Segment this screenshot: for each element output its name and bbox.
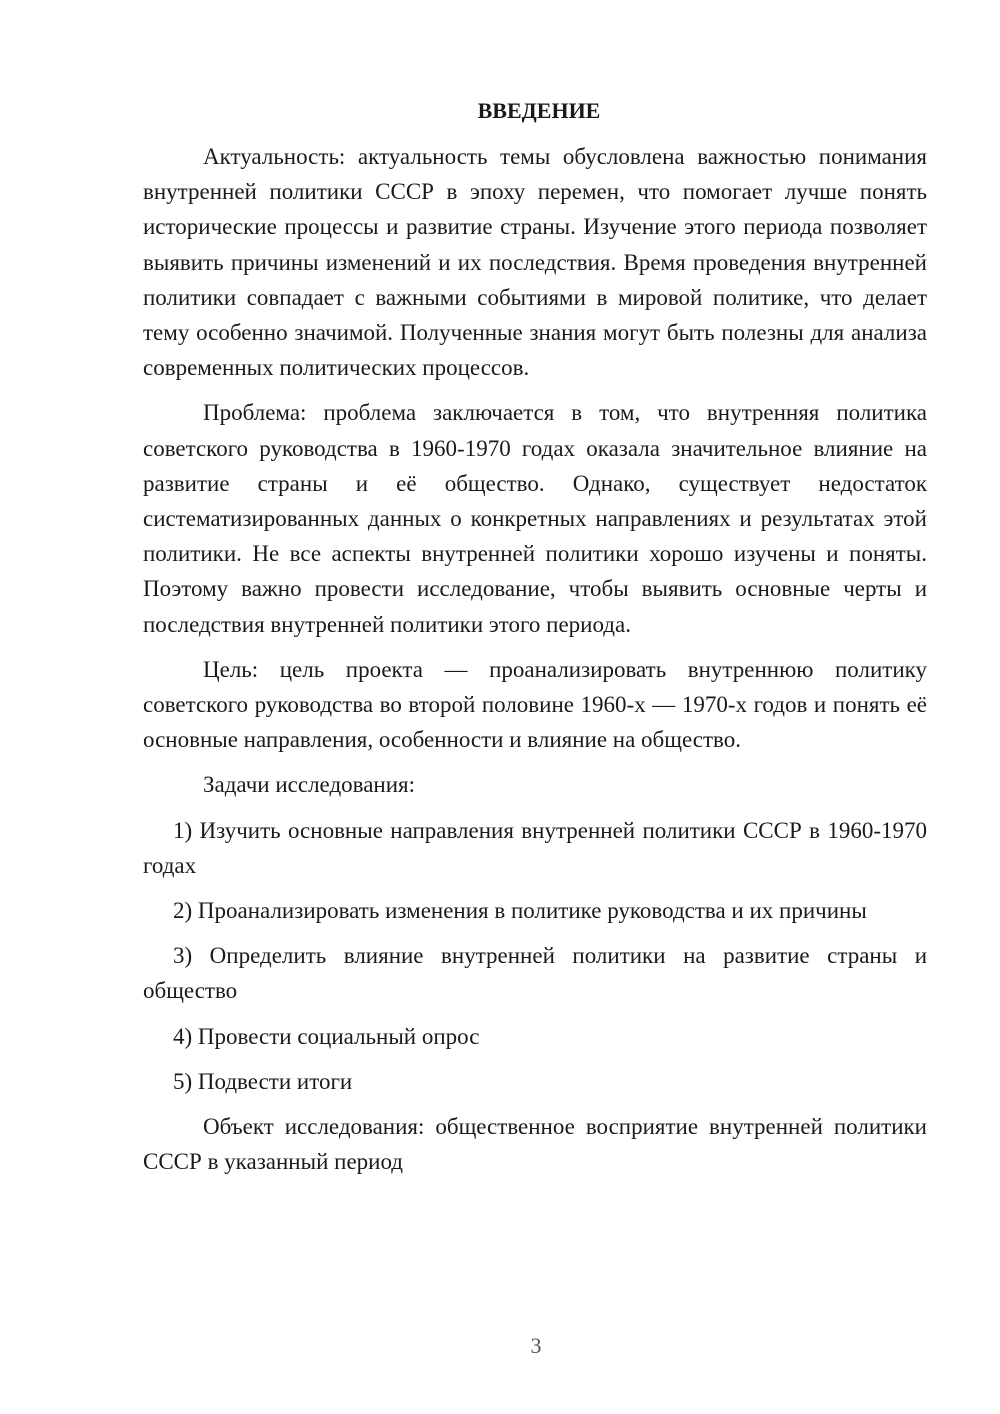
object-paragraph: Объект исследования: общественное восприятие внутренней политики СССР в указанный период	[143, 1114, 927, 1175]
section-heading: ВВЕДЕНИЕ	[477, 98, 601, 123]
problem-paragraph: Проблема: проблема заключается в том, что внутренняя политика советского руководства в 1960-1970 годах оказала значительное влияние на развитие страны и её общество. Однако, существует недостаток систематизированных данных о конкретных направлениях и результатах этой политики. Не все аспекты внутренней политики хорошо изучены и поняты. Поэтому важно провести исследование, чтобы выявить основные черты и последствия внутренней политики этого периода.	[143, 400, 927, 637]
task-item-4: 4) Провести социальный опрос	[173, 1023, 480, 1049]
task-item-3: 3) Определить влияние внутренней политики на развитие страны и общество	[143, 943, 927, 1004]
goal-paragraph: Цель: цель проекта — проанализировать внутреннюю политику советского руководства во второй половине 1960-х — 1970-х годов и понять её основные направления, особенности и влияние на общество.	[143, 656, 927, 753]
page-number: 3	[530, 1333, 542, 1358]
relevance-paragraph: Актуальность: актуальность темы обусловлена важностью понимания внутренней политики СССР в эпоху перемен, что помогает лучше понять исторические процессы и развитие страны. Изучение этого периода позволяет выявить причины изменений и их последствия. Время проведения внутренней политики совпадает с важными событиями в мировой политике, что делает тему особенно значимой. Полученные знания могут быть полезны для анализа современных политических процессов.	[143, 144, 927, 381]
tasks-title: Задачи исследования:	[203, 772, 416, 798]
task-item-2: 2) Проанализировать изменения в политике руководства и их причины	[173, 898, 867, 924]
task-item-5: 5) Подвести итоги	[173, 1068, 353, 1094]
page-content	[143, 93, 927, 1189]
task-item-1: 1) Изучить основные направления внутренней политики СССР в 1960-1970 годах	[143, 817, 927, 878]
